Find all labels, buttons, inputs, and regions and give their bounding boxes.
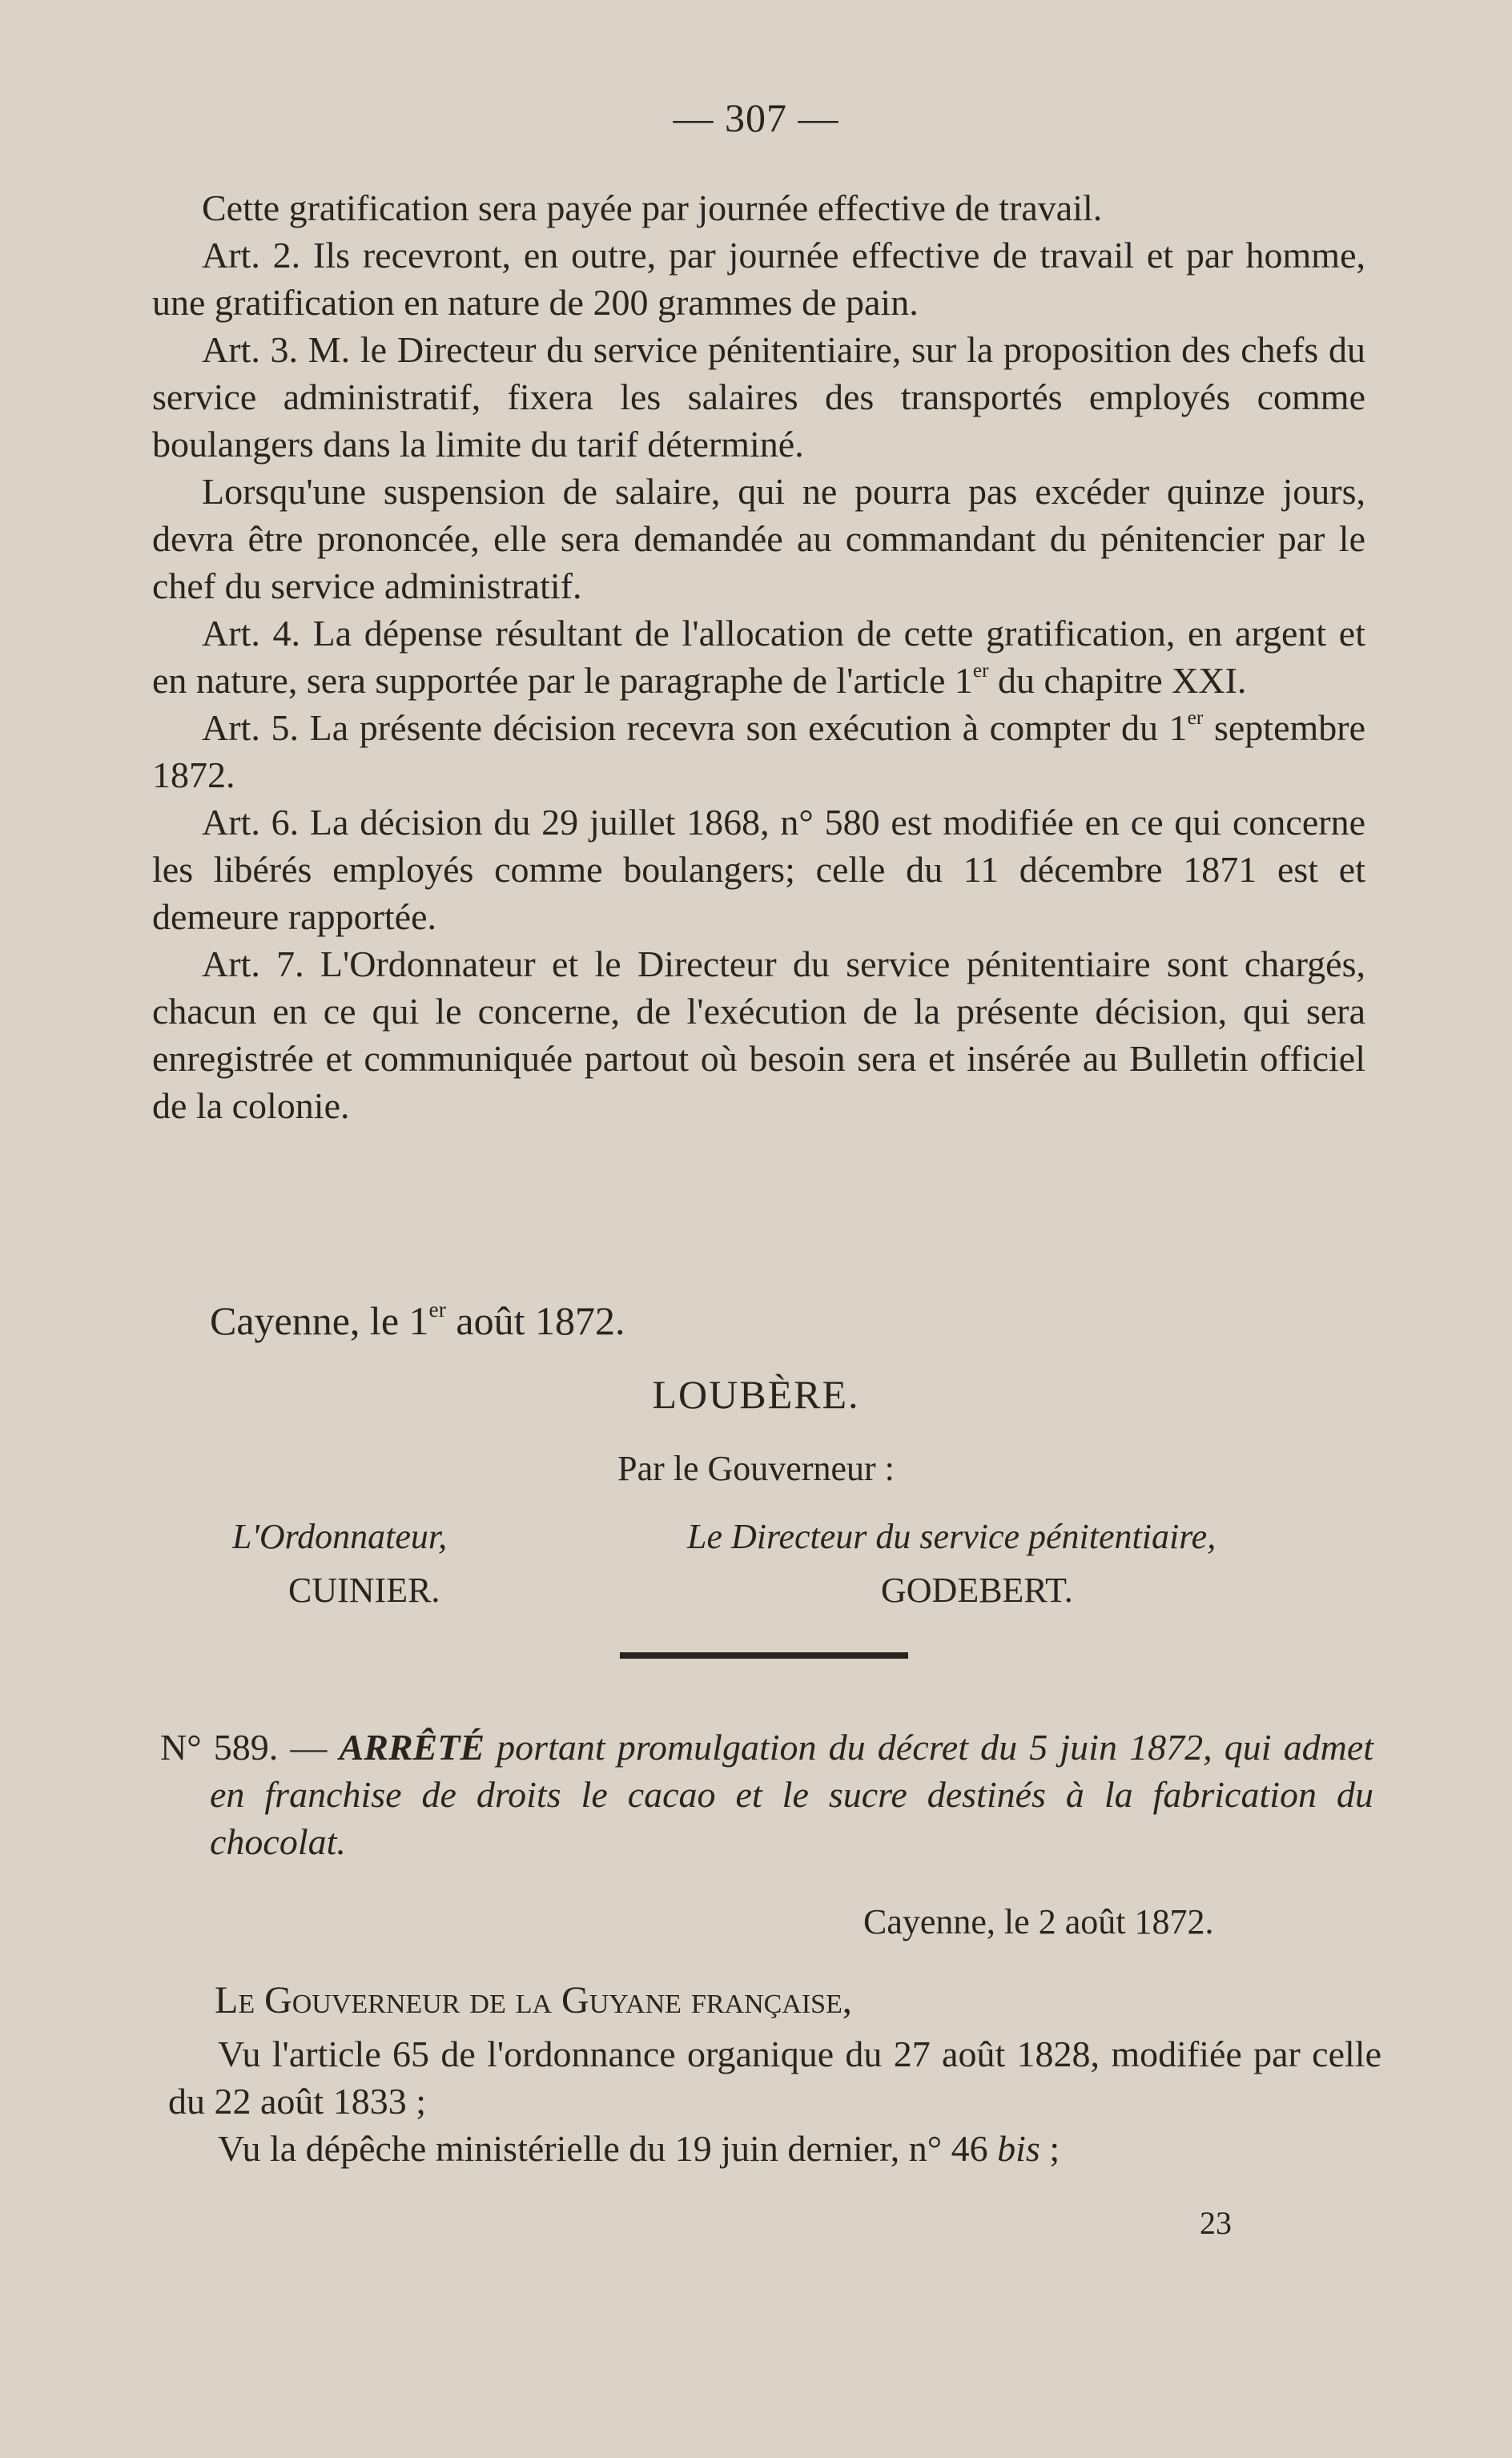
article-4: Art. 4. La dépense résultant de l'allocation de cette gratification, en argent et en nature, sera supportée par le paragraphe de l'article 1er du chapitre XXI. xyxy=(152,613,1365,701)
article-5: Art. 5. La présente décision recevra son exécution à compter du 1er septembre 1872. xyxy=(152,706,1366,795)
vu-depeche: Vu la dépêche ministérielle du 19 juin dernier, n° 46 bis ; xyxy=(218,2128,1060,2169)
par-le-gouverneur: Par le Gouverneur : xyxy=(617,1449,895,1488)
paragraph-suspension: Lorsqu'une suspension de salaire, qui ne pourra pas excéder quinze jours, devra être prononcée, elle sera demandée au commandant du pénitencier par le chef du service administratif. xyxy=(152,471,1365,606)
article-6: Art. 6. La décision du 29 juillet 1868, n° 580 est modifiée en ce qui concerne les libérés employés comme boulangers; celle du 11 décembre 1871 est et demeure rapportée. xyxy=(152,802,1365,937)
ordonnateur-name: CUINIER. xyxy=(288,1571,440,1610)
signature-mark: 23 xyxy=(1200,2205,1232,2241)
ordonnateur-title: L'Ordonnateur, xyxy=(232,1517,448,1556)
governor-signature: LOUBÈRE. xyxy=(652,1372,860,1417)
place-date: Cayenne, le 1er août 1872. xyxy=(210,1297,625,1343)
arrete-word: ARRÊTÉ xyxy=(339,1727,485,1768)
arrete-body xyxy=(168,1977,1381,2172)
directeur-name: GODEBERT. xyxy=(881,1571,1073,1610)
article-3: Art. 3. M. le Directeur du service pénitentiaire, sur la proposition des chefs du service administratif, fixera les salaires des transportés employés comme boulangers dans la limite du tarif déterminé. xyxy=(152,329,1365,465)
arrete-number: N° 589. — xyxy=(160,1727,328,1768)
article-7: Art. 7. L'Ordonnateur et le Directeur du service pénitentiaire sont chargés, chacun en ce qui le concerne, de l'exécution de la présente décision, qui sera enregistrée et communiquée partout où besoin sera et insérée au Bulletin officiel de la colonie. xyxy=(152,943,1365,1126)
governor-intro: Le Gouverneur de la Guyane française, xyxy=(215,1979,852,2022)
page-number: — 307 — xyxy=(673,95,839,140)
arrete-heading xyxy=(160,1724,1373,1865)
arrete-title: portant promulgation du décret du 5 juin 1872, qui admet en franchise de droits le cacao et le sucre destinés à la fabrication du chocolat. xyxy=(210,1727,1374,1862)
article-2: Art. 2. Ils recevront, en outre, par journée effective de travail et par homme, une gratification en nature de 200 grammes de pain. xyxy=(152,235,1365,323)
directeur-title: Le Directeur du service pénitentiaire, xyxy=(687,1517,1216,1556)
vu-ordonnance: Vu l'article 65 de l'ordonnance organique du 27 août 1828, modifiée par celle du 22 août 1833 ; xyxy=(168,2034,1381,2122)
arrete-dateline: Cayenne, le 2 août 1872. xyxy=(863,1902,1214,1941)
paragraph-1: Cette gratification sera payée par journée effective de travail. xyxy=(202,187,1103,228)
section-divider xyxy=(620,1652,908,1659)
decision-body xyxy=(152,184,1365,1129)
